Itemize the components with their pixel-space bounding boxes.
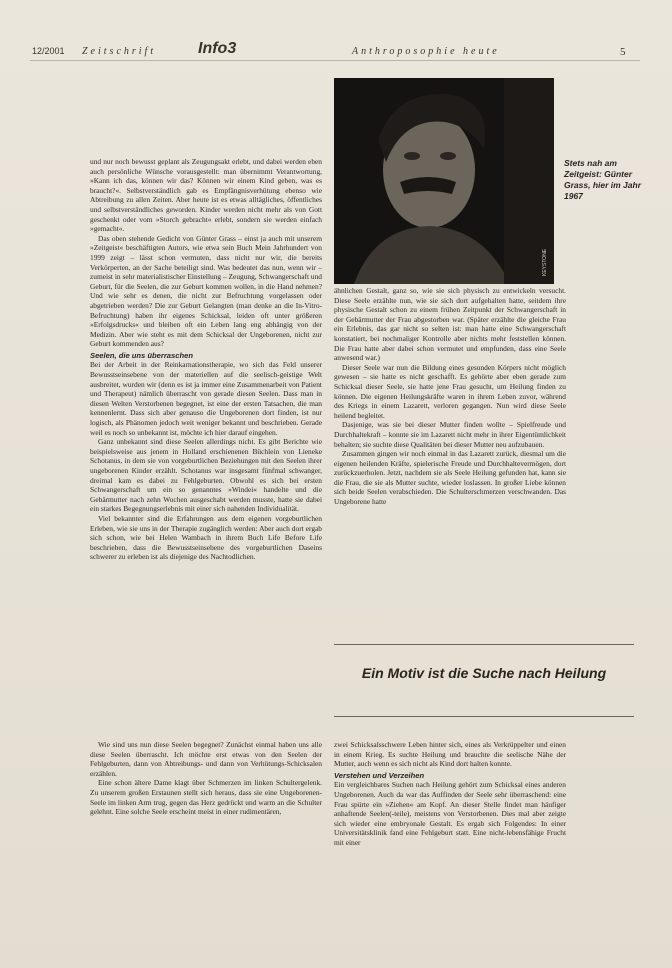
- portrait-photo: [334, 78, 554, 284]
- issue-number: 12/2001: [32, 46, 65, 56]
- photo-caption: Stets nah am Zeitgeist: Günter Grass, hier im Jahr 1967: [564, 158, 642, 201]
- paragraph: Eine schon ältere Dame klagt über Schmerzen im linken Schultergelenk. Zu unserem großen Erstaunen stellt sich heraus, dass sie eine Ungeborenen-Seele im linken Arm trug, gegen das Herz gedrückt und warm an die Schulter gelehnt. Eine solche Seele erscheint meist in einer rudimentären,: [90, 778, 322, 817]
- info3-logo: Info3: [198, 40, 237, 57]
- pull-quote: Ein Motiv ist die Suche nach Heilung: [361, 665, 607, 681]
- paragraph: Wie sind uns nun diese Seelen begegnet? Zunächst einmal haben uns alle diese Seelen überrascht. Ich möchte erst etwas von den Seelen der Fehlgeburten, dann von Abtreibungs- und dann von Verhütungs-Schicksalen erzählen.: [90, 740, 322, 778]
- paragraph: Das oben stehende Gedicht von Günter Grass – einst ja auch mit unserem »Zeitgeist« beschäftigten Autors, wie etwa sein Buch Mein Jahrhundert von 1999 zeigt – lässt schon vermuten, dass nicht nur wir, die bereits Verkörperten, an der Sache beteiligt sind. Was bedeutet das nun, wenn wir – zumeist in sehr materialistischer Einstellung – Zeugung, Schwangerschaft und Geburt, für die Seelen, die zur Geburt kommen wollen, in die Hand nehmen? Und wie sehr es denen, die nicht zur Befruchtung vorgelassen oder abgetrieben werden? Die zur Geburt Gelangten (man denke an die In-Vitro-Befruchtung) haben ihr eigenes Schicksal, leiden oft unter größeren »Erfolgsdrucks« und bleiben oft ein Leben lang eng abhängig von der Medizin. Aber wie steht es mit dem Schicksal der Ungeborenen, nicht zur Geburt kommenden aus?: [90, 233, 322, 349]
- column-left-bottom: [90, 740, 322, 817]
- paragraph: Zusammen gingen wir noch einmal in das Lazarett zurück, diesmal um die eigenen heilenden Kräfte, spielerische Freude und Durchhaltevermögen, dort zurückzuerholen. Jetzt, nachdem sie als Seele Heilung gefunden hat, kann sie die Frau, die sie als Mutter suchte, wieder loslassen. In großer Liebe können sich beide Seelen verabschieden. Die Schulterschmerzen verschwanden. Das Ungeborene hatte: [334, 449, 566, 507]
- portrait-illustration: [334, 78, 554, 284]
- paragraph: Dasjenige, was sie bei dieser Mutter finden wollte – Spielfreude und Durchhaltekraft – konnte sie im Lazarett nicht mehr in ihrer Eigentümlichkeit behalten; sie suchte diese Qualitäten bei dieser Mutter neu aufzubauen.: [334, 420, 566, 449]
- section-heading: Verstehen und Verzeihen: [334, 770, 425, 780]
- pullquote-rule-top: [334, 644, 634, 645]
- paragraph: ähnlichen Gestalt, ganz so, wie sie sich physisch zu entwickeln versucht. Diese Seele erzählte nun, wie sie sich dort aufgehalten hatte, seitdem ihre physische Gestalt schon zu einem frühen Zeitpunkt der Schwangerschaft in der Gebärmutter der Frau abgestorben war. (Später erzählte die gleiche Frau ein Erlebnis, das gar nicht so selten ist: man hatte eine Schwangerschaft konstatiert, bei nochmaliger Kontrolle aber nichts mehr feststellen können. Die Frau hatte aber dabei schon vermutet und empfunden, dass eine Seele anwesend war.): [334, 286, 566, 363]
- pullquote-rule-bottom: [334, 716, 634, 717]
- paragraph: Viel bekannter sind die Erfahrungen aus dem eigenen vorgeburtlichen Erleben, wie sie uns in der Therapie zugänglich werden: Aber auch dort ergab sich schon, wie bei Helen Wambach in ihrem Buch Life Before Life beschrieben, dass die Bewusstseinsebene des vorgeburtlichen Daseins schwerer zu erleben ist als diejenige des Nachtodlichen.: [90, 513, 322, 562]
- column-right-bottom: [334, 740, 566, 848]
- paragraph: Ganz unbekannt sind diese Seelen allerdings nicht. Es gibt Berichte wie beispielsweise aus jenem in Holland erschienenen Büchlein von Lieneke Schotanus, in dem sie von vorgeburtlichen Beziehungen mit den Seelen ihrer ungeborenen Kinder erzählt. Schotanus war insgesamt fünfmal schwanger, dreimal kam es dabei zu Fehlgeburten. Obwohl es sich bei ersten Schwangerschaft um ein so genanntes »Windei« handelte und die Gebärmutter nach zehn Wochen ausgeschabt werden musste, hatte sie dabei ein starkes Begegnungserlebnis mit einer sich nahenden Individualität.: [90, 437, 322, 514]
- paragraph: und nur noch bewusst geplant als Zeugungsakt erlebt, und dabei werden eben auch persönliche Wünsche vorausgestellt: man übernimmt Verantwortung, »Kann ich das, können wir das? Können wir einem Kind geben, was es braucht?«. Selbstverständlich gab es Empfängnisverhütung ebenso wie Abtreibung zu allen Zeiten. Aber heute ist es etwas alltägliches, öffentliches und selbstverständliches geworden. Kinder werden nicht mehr als von Gott geschenkt oder vom »Storch gebracht« erlebt, sondern sie werden einfach »gemacht«.: [90, 157, 322, 234]
- paragraph: zwei Schicksalsschwere Leben hinter sich, eines als Verkrüppelter und einen in einem Krieg. Es suchte Heilung und brauchte die seelische Nähe der Mutter, auch wenn es sich nicht als Kind dort halten konnte.: [334, 740, 566, 769]
- paragraph: Dieser Seele war nun die Bildung eines gesunden Körpers nicht möglich gewesen – sie hatte es nicht geschafft. Es gehörte aber eben gerade zum Schicksal dieser Seele, sie hatte jene Frau gesucht, um Heilung finden zu können. Die eigenen Heilungskräfte waren in ihrem Leben zuvor, während des Kriegs in einem Lazarett, verloren gegangen. Nun wird diese Seele heilend begleitet.: [334, 362, 566, 420]
- magazine-title-right: Anthroposophie heute: [352, 46, 500, 57]
- paragraph: Ein vergleichbares Suchen nach Heilung gehört zum Schicksal eines anderen Ungeborenen. Auch da war das Auffinden der Seele sehr überraschend: eine Frau spürte ein »Ziehen« am Kopf. An dieser Stelle findet man häufiger anhaftende Seelen(-teile), meistens von Verstorbenen. Dies mal aber zeigte sich wieder eine embryonale Gestalt. Es ergab sich Folgendes: In einer Universitätsklinik fand eine Fehlgeburt statt. Eine nicht-lebensfähige Frucht mit einer: [334, 780, 566, 847]
- page-number: 5: [620, 46, 626, 58]
- photo-credit: KEYSTONE: [542, 248, 548, 276]
- paragraph: Bei der Arbeit in der Reinkarnationstherapie, wo sich das Feld unserer Bewusstseinsebene von der materiellen auf die seelisch-geistige Welt ausbreitet, wurden wir (denn es ist ja immer eine Zusammenarbeit von Patient und Therapeut) nämlich überrascht von gerade diesen Seelen. Dass man in diesen Welten Verstorbenen begegnet, ist eine der ersten Tatsachen, die man kennenlernt. Dass sich aber genauso die Ungeborenen dort finden, ist nur logisch, als Phänomen jedoch weit weniger bekannt und beschrieben. Gerade weil es noch so unbekannt ist, möchte ich hier darauf eingehen.: [90, 360, 322, 437]
- column-left-top: [90, 157, 322, 562]
- section-heading: Seelen, die uns überraschen: [90, 350, 193, 360]
- column-right-top: [334, 286, 566, 507]
- magazine-title-left: Zeitschrift: [82, 46, 157, 57]
- header-rule: [30, 60, 640, 61]
